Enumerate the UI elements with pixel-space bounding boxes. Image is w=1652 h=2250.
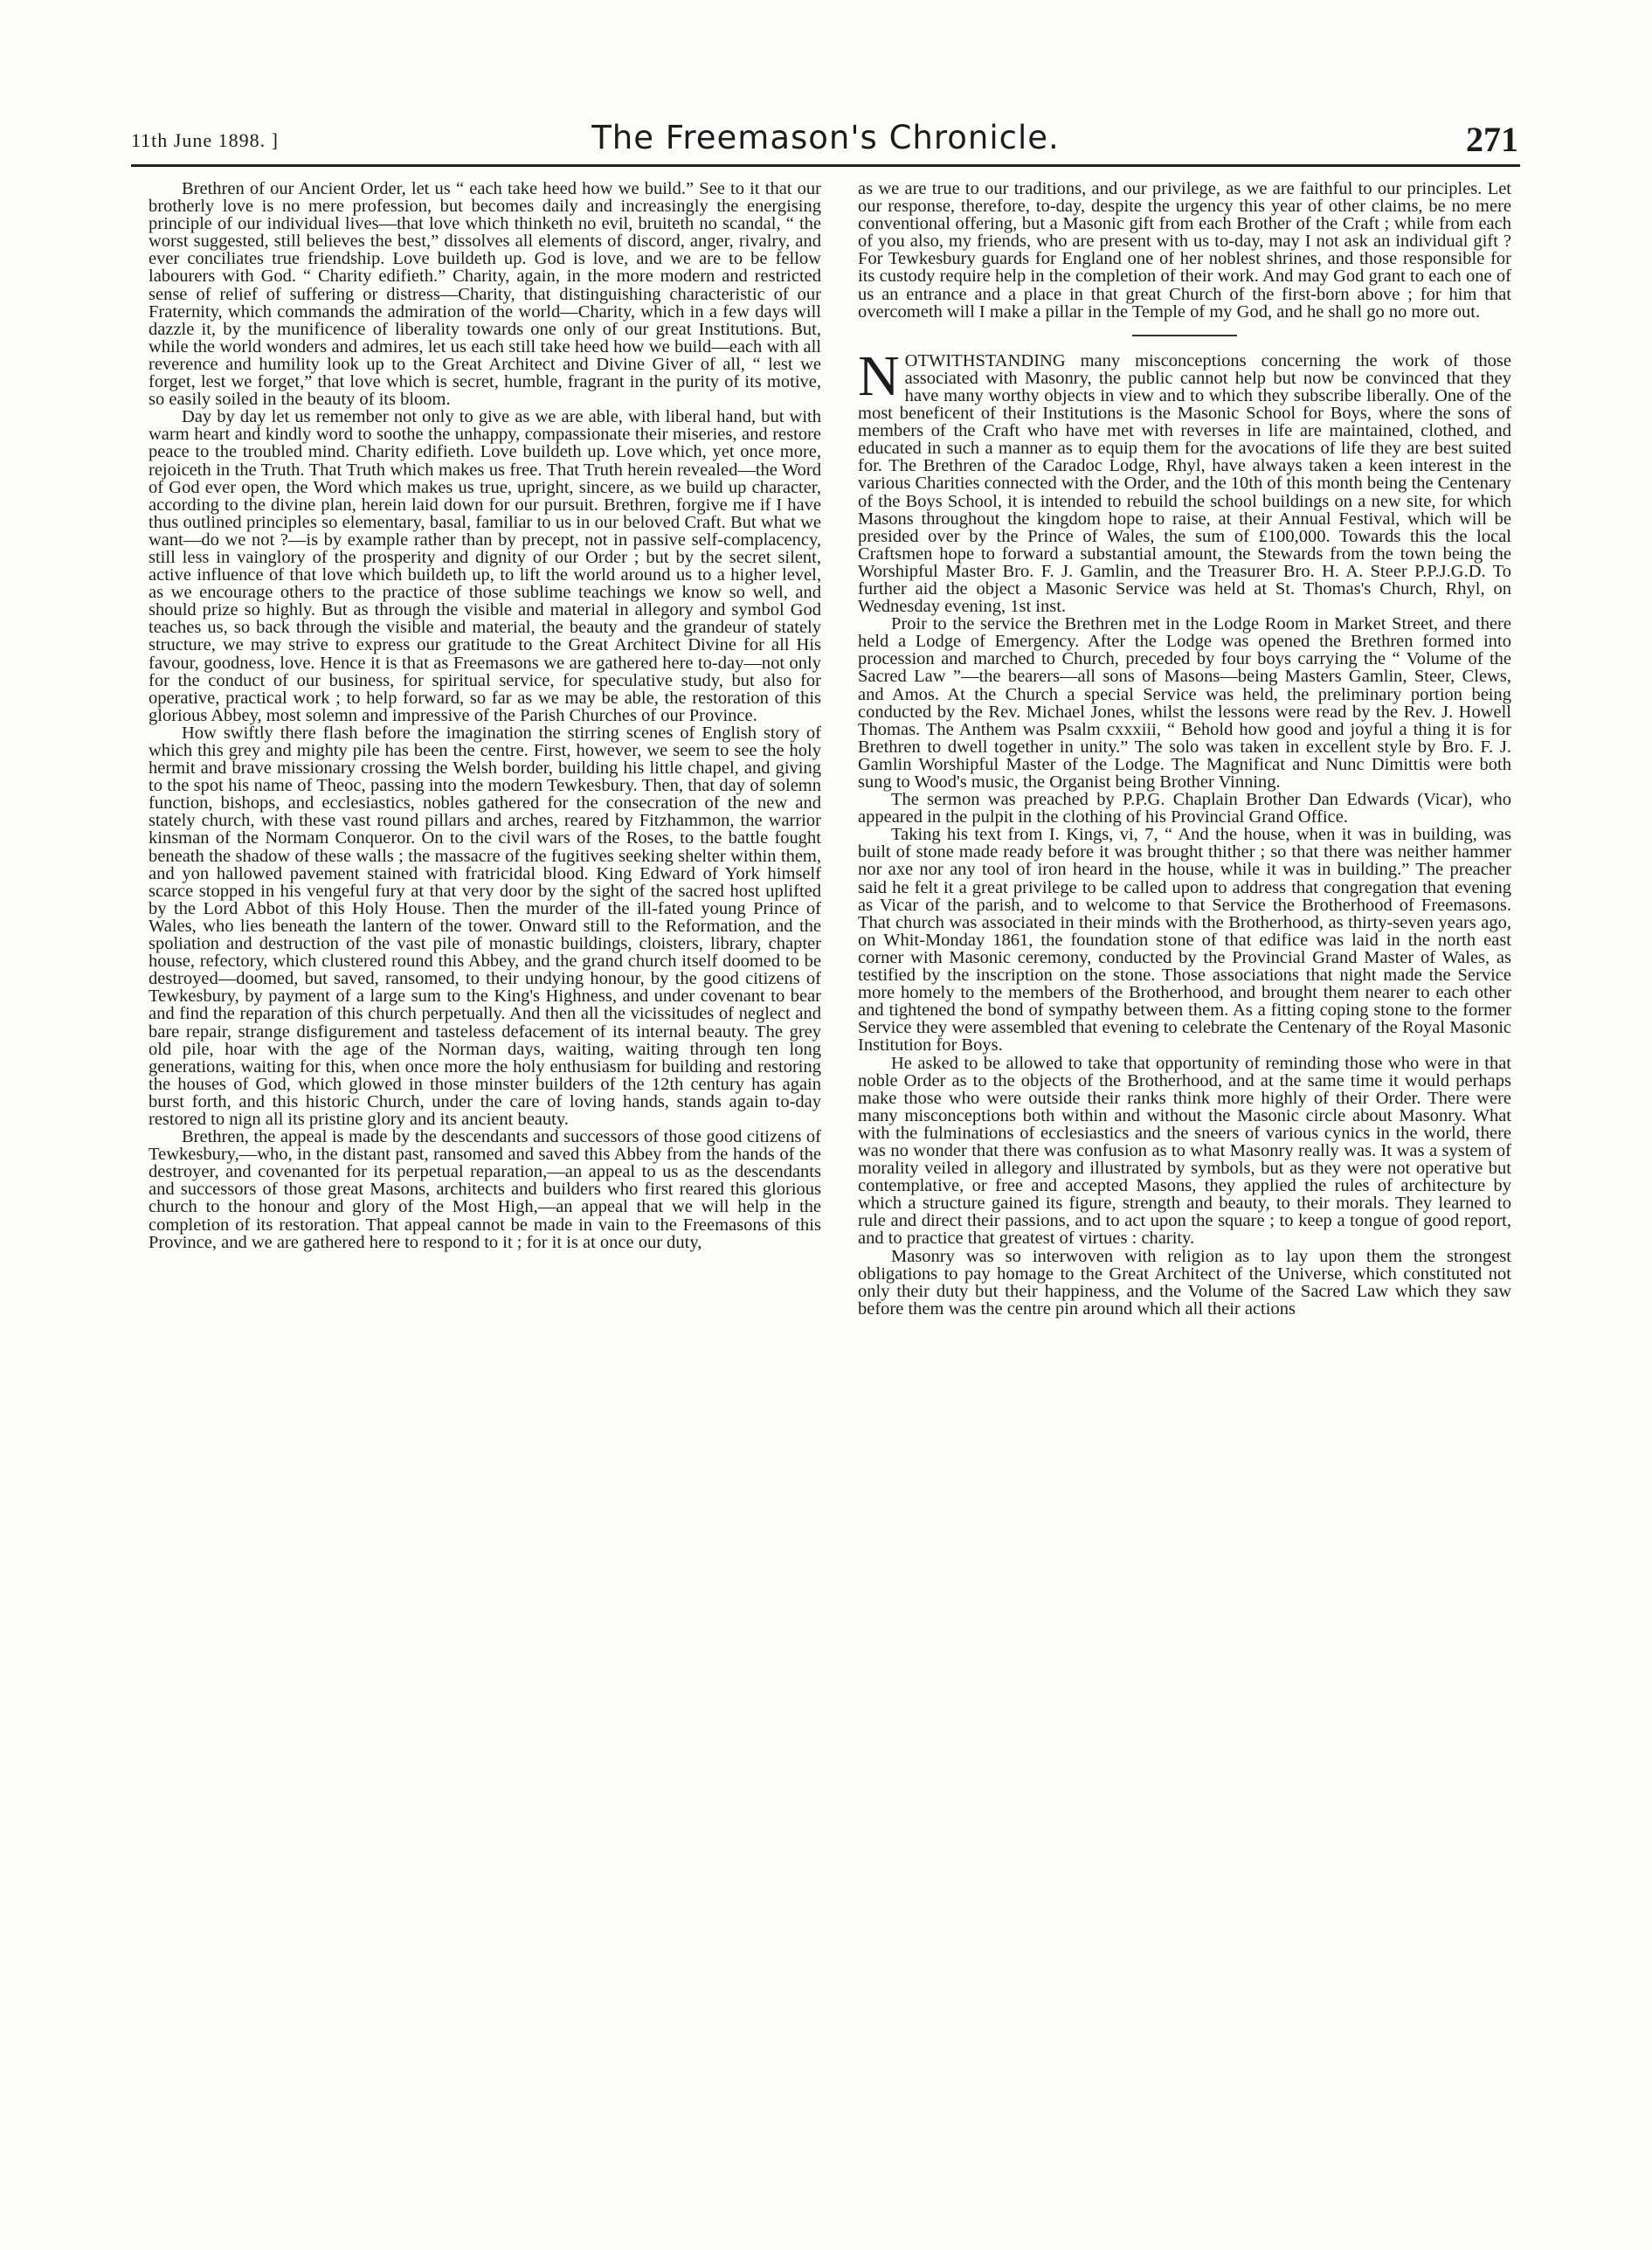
lead-word: OTWITHSTANDING [904,350,1066,370]
paragraph: Masonry was so interwoven with religion as to lay upon them the strongest obligations to pay homage to the Great Architect of the Universe, which constituted not only their duty but their happiness, and the Volume of the Sacred Law which they saw before them was the centre pin around which all their actions [858,1246,1511,1319]
drop-cap: N [858,343,900,408]
right-column [858,180,1511,1318]
paragraph: Taking his text from I. Kings, vi, 7, “ And the house, when it was in building, was built of stone made ready before it was brought thither ; so that there was neither hammer nor axe nor any tool of iron heard in the house, while it was in building.” The preacher said he felt it a great privilege to be called upon to address that congregation that evening as Vicar of the parish, and to welcome to that Service the Brotherhood of Freemasons. That church was associated in their minds with the Brotherhood, as thirty-seven years ago, on Whit-Monday 1861, the foundation stone of that edifice was laid in the north east corner with Masonic ceremony, conducted by the Provincial Grand Master of Wales, as testified by the inscription on the stone. Those associations that night made the Service more homely to the members of the Brotherhood, and brought them nearer to each other and tightened the bond of sympathy between them. As a fitting coping stone to the former Service they were assembled that evening to celebrate the Centenary of the Royal Masonic Institution for Boys. [858,825,1511,1056]
page-header [131,121,1520,167]
page-number: 271 [1466,120,1518,159]
paragraph: The sermon was preached by P.P.G. Chaplain Brother Dan Edwards (Vicar), who appeared in the pulpit in the clothing of his Provincial Grand Office. [858,790,1511,827]
section-divider [1132,335,1237,336]
article-first-paragraph [858,343,1511,617]
paragraph: Brethren, the appeal is made by the descendants and successors of those good citizens of Tewkesbury,—who, in the distant past, ransomed and saved this Abbey from the hands of the destroyer, and covenanted for its perpetual reparation,—an appeal to us as the descendants and successors of those great Masons, architects and builders who first reared this glorious church to the honour and glory of the Most High,—an appeal that we will help in the completion of its restoration. That appeal cannot be made in vain to the Freemasons of this Province, and we are gathered here to respond to it ; for it is at once our duty, [149,1127,821,1252]
paragraph: Proir to the service the Brethren met in the Lodge Room in Market Street, and there held a Lodge of Emergency. After the Lodge was opened the Brethren formed into procession and marched to Church, preceded by four boys carrying the “ Volume of the Sacred Law ”—the bearers—all sons of Masons—being Masters Gamlin, Steer, Clews, and Amos. At the Church a special Service was held, the preliminary portion being conducted by the Rev. Michael Jones, whilst the lessons were read by the Rev. J. Howell Thomas. The Anthem was Psalm cxxxiii, “ Behold how good and joyful a thing it is for Brethren to dwell together in unity.” The solo was taken in excellent style by Bro. F. J. Gamlin Worshipful Master of the Lodge. The Magnificat and Nunc Dimittis were both sung to Wood's music, the Organist being Brother Vinning. [858,614,1511,792]
publication-title: The Freemason's Chronicle. [591,119,1060,156]
first-paragraph-text: many misconceptions concerning the work of those associated with Masonry, the public cannot help but now be convinced that they have many worthy objects in view and to which they subscribe liberally. One of the most beneficent of their Institutions is the Masonic School for Boys, where the sons of members of the Craft who have met with reverses in life are maintained, clothed, and educated in such a manner as to equip them for the avocations of life they are best suited for. The Brethren of the Caradoc Lodge, Rhyl, have always taken a keen interest in the various Charities connected with the Order, and the 10th of this month being the Centenary of the Boys School, it is intended to rebuild the school buildings on a new site, for which Masons throughout the kingdom hope to raise, at their Annual Festival, which will be presided over by the Prince of Wales, the sum of £100,000. Towards this the local Craftsmen hope to forward a substantial amount, the Stewards from the town being the Worshipful Master Bro. F. J. Gamlin, and the Treasurer Bro. H. A. Steer P.P.J.G.D. To further aid the object a Masonic Service was held at St. Thomas's Church, Rhyl, on Wednesday evening, 1st inst. [858,350,1511,617]
issue-date: 11th June 1898. ] [131,129,279,151]
paragraph: He asked to be allowed to take that opportunity of reminding those who were in that noble Order as to the objects of the Brotherhood, and at the same time it would perhaps make those who were outside their ranks think more highly of their Order. There were many misconceptions both within and without the Masonic circle about Masonry. What with the fulminations of ecclesiastics and the sneers of various cynics in the world, there was no wonder that there was confusion as to what Masonry really was. It was a system of morality veiled in allegory and illustrated by symbols, but as they were not operative but contemplative, or free and accepted Masons, they applied the rules of architecture by which a structure gained its figure, strength and beauty, to their morals. They learned to rule and direct their passions, and to act upon the square ; to keep a tongue of good report, and to practice that greatest of virtues : charity. [858,1053,1511,1249]
left-column [149,180,821,1251]
paragraph: How swiftly there flash before the imagination the stirring scenes of English story of which this grey and mighty pile has been the centre. First, however, we seem to see the holy hermit and brave missionary crossing the Welsh border, building his little chapel, and giving to the spot his name of Theoc, passing into the modern Tewkesbury. Then, that day of solemn function, bishops, and ecclesiastics, nobles gathered for the consecration of the new and stately church, with these vast round pillars and arches, reared by Fitzhammon, the warrior kinsman of the Normam Conqueror. On to the civil wars of the Roses, to the battle fought beneath the shadow of these walls ; the massacre of the fugitives seeking shelter within them, and yon hallowed pavement stained with fratricidal blood. King Edward of York himself scarce stopped in his vengeful fury at that very door by the sight of the sacred host uplifted by the Lord Abbot of this Holy House. Then the murder of the ill-fated young Prince of Wales, who lies beneath the lantern of the tower. Onward still to the Reformation, and the spoliation and destruction of the vast pile of monastic buildings, cloisters, library, chapter house, refectory, which clustered round this Abbey, and the grand church itself doomed to be destroyed—doomed, but saved, ransomed, to their undying honour, by the good citizens of Tewkesbury, by payment of a large sum to the King's Highness, and under covenant to bear and find the reparation of this church perpetually. And then all the vicissitudes of neglect and bare repair, strange disfigurement and tasteless defacement of its internal beauty. The grey old pile, hoar with the age of the Norman days, waiting, waiting through ten long generations, waiting for this, when once more the holy enthusiasm for building and restoring the houses of God, which glowed in those minster builders of the 12th century has again burst forth, and this historic Church, under the care of loving hands, stands again to-day restored to nign all its pristine glory and its ancient beauty. [149,723,821,1129]
paragraph: Day by day let us remember not only to give as we are able, with liberal hand, but with warm heart and kindly word to soothe the unhappy, compassionate their miseries, and restore peace to the troubled mind. Charity edifieth. Love buildeth up. Love which, yet once more, rejoiceth in the Truth. That Truth which makes us free. That Truth herein revealed—the Word of God ever open, the Word which makes us true, upright, sincere, as we build up character, according to the divine plan, herein laid down for our pursuit. Brethren, forgive me if I have thus outlined principles so elementary, basal, familiar to us in our beloved Craft. But what we want—do we not ?—is by example rather than by precept, not in passive self-complacency, still less in vainglory of the prosperity and dignity of our Order ; but by the secret silent, active influence of that love which buildeth up, to lift the world around us to a higher level, as we encourage others to the practice of those sublime teachings we know so well, and should prize so highly. But as through the visible and material in allegory and symbol God teaches us, so back through the visible and material, the beauty and the grandeur of stately structure, we may strive to express our gratitude to the Great Architect Divine for all His favour, goodness, love. Hence it is that as Freemasons we are gathered here to-day—not only for the conduct of our business, for spiritual service, for speculative study, but also for operative, practical work ; to help forward, so far as we may be able, the restoration of this glorious Abbey, most solemn and impressive of the Parish Churches of our Province. [149,407,821,725]
paragraph: Brethren of our Ancient Order, let us “ each take heed how we build.” See to it that our brotherly love is no mere profession, but becomes daily and increasingly the energising principle of our individual lives—that love which thinketh no evil, bruiteth no scandal, “ the worst suggested, still believes the best,” dissolves all elements of discord, anger, rivalry, and ever conciliates true friendship. Love buildeth up. God is love, and we are to be fellow labourers with God. “ Charity edifieth.” Charity, again, in the more modern and restricted sense of relief of suffering or distress—Charity, that distinguishing characteristic of our Fraternity, which commands the admiration of the world—Charity, which in a few days will dazzle it, by the munificence of liberality towards one only of our great Institutions. But, while the world wonders and admires, let us each still take heed how we build—each with all reverence and humility look up to the Great Architect and Divine Giver of all, “ lest we forget, lest we forget,” that love which is secret, humble, fragrant in the purity of its motive, so easily soiled in the beauty of its bloom. [149,179,821,410]
continued-paragraph: as we are true to our traditions, and our privilege, as we are faithful to our principles. Let our response, therefore, to-day, despite the urgency this year of other claims, be no mere conventional offering, but a Masonic gift from each Brother of the Craft ; while from each of you also, my friends, who are present with us to-day, may I not ask an individual gift ? For Tewkesbury guards for England one of her noblest shrines, and those responsible for its custody require help in the completion of their work. And may God grant to each one of us an entrance and a place in that great Church of the first-born above ; for him that overcometh will I make a pillar in the Temple of my God, and he shall go no more out. [858,179,1511,322]
